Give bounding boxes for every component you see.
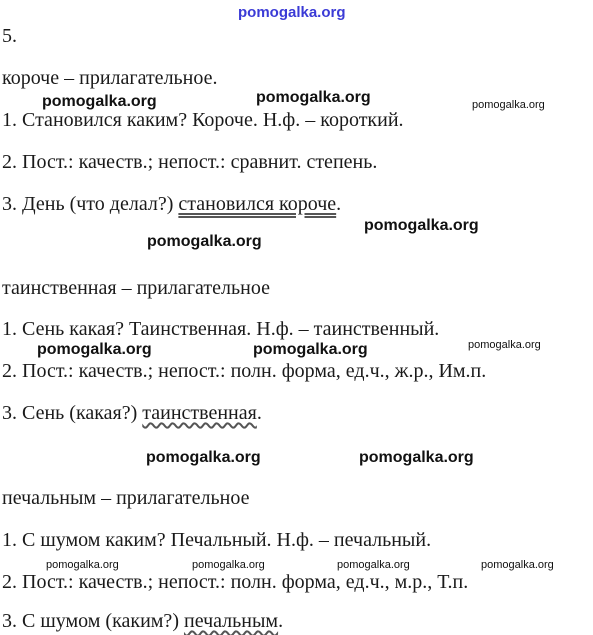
word1-line3 xyxy=(2,192,341,216)
watermark: pomogalka.org xyxy=(364,217,479,234)
word3-line2: 2. Пост.: качеств.; непост.: полн. форма, ед.ч., м.р., Т.п. xyxy=(2,571,469,593)
word2-line2: 2. Пост.: качеств.; непост.: полн. форма, ед.ч., ж.р., Им.п. xyxy=(2,360,487,382)
watermark: pomogalka.org xyxy=(253,341,368,358)
word3-line3-text: 3. С шумом (каким?) xyxy=(2,610,184,632)
watermark: pomogalka.org xyxy=(359,449,474,466)
word1-title: короче – прилагательное. xyxy=(2,67,218,89)
word2-line3-end: . xyxy=(256,402,262,424)
watermark: pomogalka.org xyxy=(238,4,346,21)
watermark: pomogalka.org xyxy=(472,99,545,111)
word2-line1: 1. Сень какая? Таинственная. Н.ф. – таинственный. xyxy=(2,318,440,340)
word2-line3-text: 3. Сень (какая?) xyxy=(2,402,143,424)
exercise-number: 5. xyxy=(2,25,17,47)
watermark: pomogalka.org xyxy=(37,341,152,358)
word1-line3-text: 3. День (что делал?) xyxy=(2,193,179,215)
watermark: pomogalka.org xyxy=(46,559,119,571)
watermark: pomogalka.org xyxy=(468,339,541,351)
word1-predicate: становился короче xyxy=(178,193,337,215)
word1-line2: 2. Пост.: качеств.; непост.: сравнит. степень. xyxy=(2,151,378,173)
word3-line1: 1. С шумом каким? Печальный. Н.ф. – печальный. xyxy=(2,529,432,551)
watermark: pomogalka.org xyxy=(147,233,262,250)
word2-title: таинственная – прилагательное xyxy=(2,277,270,299)
word1-line3-end: . xyxy=(336,193,342,215)
word3-line3 xyxy=(2,609,283,633)
word2-line3 xyxy=(2,401,262,425)
word2-predicate: таинственная xyxy=(142,402,257,424)
word1-line1: 1. Становился каким? Короче. Н.ф. – короткий. xyxy=(2,109,404,131)
watermark: pomogalka.org xyxy=(42,93,157,110)
word3-predicate: печальным xyxy=(183,610,279,632)
watermark: pomogalka.org xyxy=(146,449,261,466)
watermark: pomogalka.org xyxy=(256,89,371,106)
word3-line3-end: . xyxy=(278,610,284,632)
word3-title: печальным – прилагательное xyxy=(2,487,250,509)
watermark: pomogalka.org xyxy=(192,559,265,571)
watermark: pomogalka.org xyxy=(481,559,554,571)
watermark: pomogalka.org xyxy=(337,559,410,571)
